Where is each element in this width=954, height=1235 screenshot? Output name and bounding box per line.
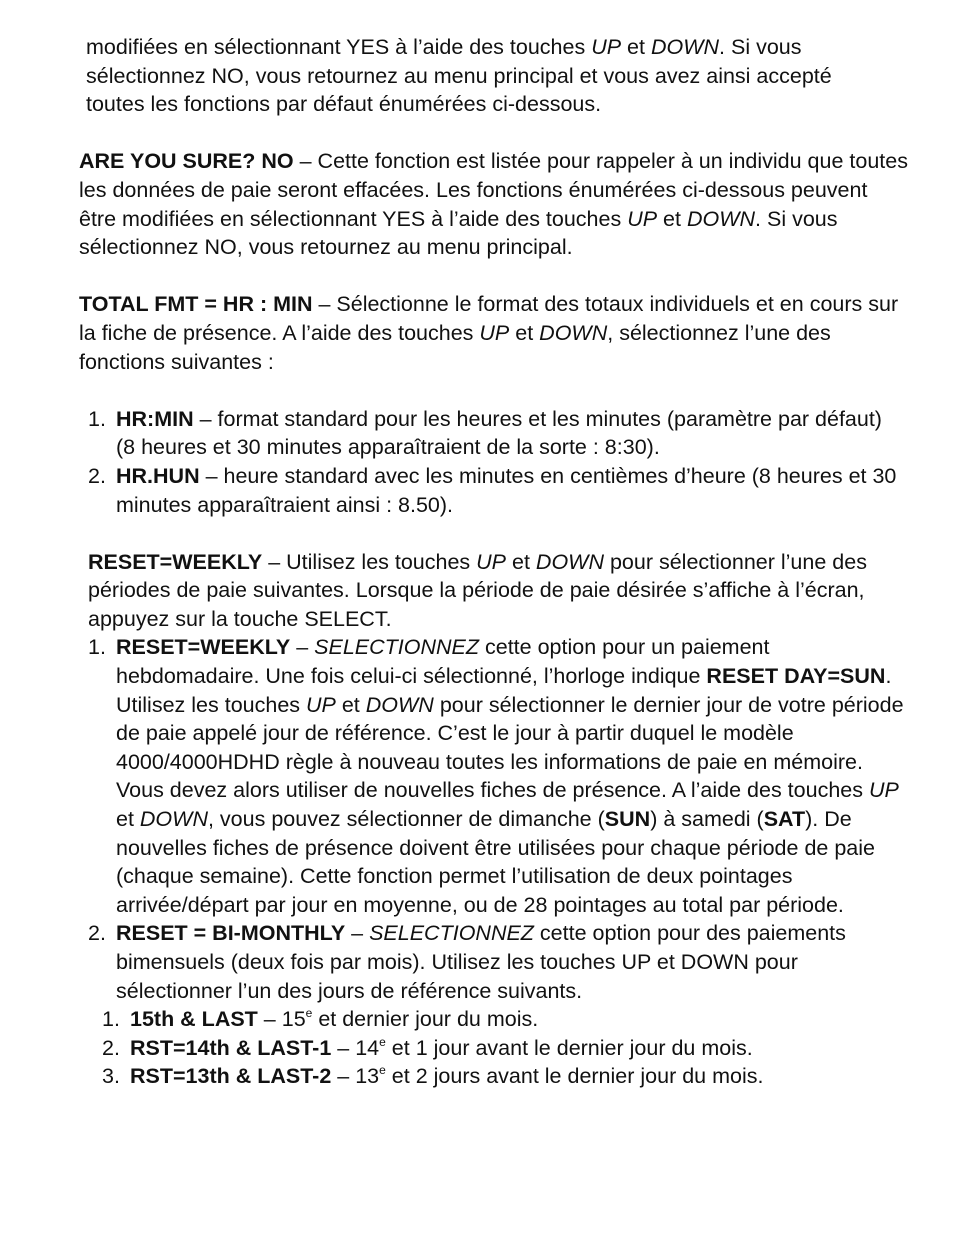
- option-text: et 2 jours avant le dernier jour du mois.: [385, 1064, 764, 1089]
- option-text: . Utilisez les touches: [116, 664, 892, 717]
- are-you-sure-heading: ARE YOU SURE? NO: [79, 149, 294, 174]
- option-text: – heure standard avec les minutes en centièmes d’heure (8 heures et 30 minutes apparaîtraient ainsi : 8.50).: [116, 463, 897, 517]
- list-number: 2.: [88, 921, 106, 946]
- option-label: RST=14th & LAST-1: [130, 1035, 332, 1060]
- conjunction: et: [621, 35, 651, 59]
- list-number: 1.: [88, 635, 106, 660]
- are-you-sure-text: – Cette fonction est listée pour rappeler à un individu que toutes les données de paie seront effacées. Les fonctions énumérées ci-dessous peuvent être modifiées en sélectionnant YES à l’aide des touches: [79, 149, 908, 231]
- list-number: 1.: [102, 1007, 120, 1032]
- reset-day-label: RESET DAY=SUN: [706, 664, 886, 689]
- list-item: [102, 1005, 910, 1034]
- option-text: cette option pour des paiements bimensuels (deux fois par mois). Utilisez les touches UP et DOWN pour sélectionner l’un des jours de référence suivants.: [116, 921, 846, 1003]
- down-key-label: DOWN: [139, 807, 208, 832]
- list-number: 3.: [102, 1064, 120, 1089]
- option-label: HR.HUN: [116, 463, 200, 488]
- ordinal-superscript: e: [379, 1034, 386, 1049]
- dash: –: [345, 921, 370, 946]
- list-item: [88, 633, 906, 919]
- option-text: – 15: [257, 1007, 306, 1032]
- are-you-sure-text: . Si vous sélectionnez NO, vous retournez au menu principal.: [79, 206, 838, 260]
- total-fmt-text: – Sélectionne le format des totaux individuels et en cours sur la fiche de présence. A l’aide des touches: [79, 292, 899, 345]
- option-label: RST=13th & LAST-2: [130, 1064, 332, 1089]
- document-page: [0, 33, 954, 1091]
- format-options-list: [88, 405, 906, 519]
- option-text: ) à samedi (: [650, 807, 764, 832]
- are-you-sure-paragraph: [79, 147, 909, 261]
- intro-text: . Si vous sélectionnez NO, vous retournez au menu principal et vous avez ainsi accepté toutes les fonctions par défaut énumérées ci-dessous.: [86, 35, 832, 117]
- option-text: – format standard pour les heures et les minutes (paramètre par défaut) (8 heures et 30 minutes apparaîtraient de la sorte : 8:30).: [116, 406, 882, 460]
- ordinal-superscript: e: [305, 1006, 313, 1021]
- list-number: 2.: [88, 463, 106, 488]
- option-text: – 14: [331, 1035, 380, 1060]
- option-label: 15th & LAST: [130, 1007, 258, 1032]
- option-label: RESET = BI-MONTHLY: [116, 921, 346, 946]
- reset-heading: RESET=WEEKLY: [88, 549, 263, 574]
- down-key-label: DOWN: [686, 206, 756, 231]
- total-fmt-heading: TOTAL FMT = HR : MIN: [79, 292, 313, 317]
- total-fmt-paragraph: [79, 290, 909, 376]
- down-key-label: DOWN: [650, 35, 720, 59]
- conjunction: et: [335, 692, 366, 717]
- dash: –: [290, 635, 315, 660]
- option-text: et dernier jour du mois.: [312, 1007, 539, 1032]
- intro-paragraph: [86, 33, 876, 119]
- list-number: 1.: [88, 406, 106, 431]
- list-item: [102, 1062, 910, 1091]
- conjunction: et: [506, 549, 536, 574]
- list-item: [88, 462, 906, 519]
- intro-text: modifiées en sélectionnant YES à l’aide des touches: [86, 35, 592, 59]
- option-label: HR:MIN: [116, 406, 194, 431]
- ordinal-superscript: e: [379, 1063, 386, 1078]
- up-key-label: UP: [479, 320, 510, 345]
- up-key-label: UP: [627, 206, 658, 231]
- total-fmt-text: , sélectionnez l’une des fonctions suivantes :: [79, 320, 831, 374]
- list-item: [88, 919, 906, 1005]
- conjunction: et: [116, 807, 140, 832]
- down-key-label: DOWN: [365, 692, 434, 717]
- option-text: pour sélectionner le dernier jour de votre période de paie appelé jour de référence. C’est le jour à partir duquel le modèle 4000/4000HDHD règle à nouveau toutes les informations de paie en mémoire. Vous devez alors utiliser de nouvelles fiches de présence. A l’aide des touches: [116, 692, 904, 803]
- option-text: ). De nouvelles fiches de présence doivent être utilisées pour chaque période de paie (chaque semaine). Cette fonction permet l’utilisation de deux pointages arrivée/départ par jour en moyenne, ou de 28 pointages au total par période.: [116, 807, 875, 917]
- option-text: – 13: [331, 1064, 380, 1089]
- up-key-label: UP: [306, 692, 336, 717]
- list-number: 2.: [102, 1035, 120, 1060]
- select-emphasis: SELECTIONNEZ: [314, 635, 480, 660]
- conjunction: et: [509, 320, 540, 345]
- sat-label: SAT: [763, 807, 806, 832]
- select-emphasis: SELECTIONNEZ: [369, 921, 534, 946]
- conjunction: et: [657, 206, 687, 231]
- option-text: cette option pour un paiement hebdomadaire. Une fois celui-ci sélectionné, l’horloge indique: [116, 635, 770, 689]
- up-key-label: UP: [476, 549, 507, 574]
- reset-text: – Utilisez les touches: [262, 549, 477, 574]
- option-text: et 1 jour avant le dernier jour du mois.: [385, 1035, 753, 1060]
- option-text: , vous pouvez sélectionner de dimanche (: [207, 807, 605, 832]
- list-item: [88, 405, 906, 462]
- option-label: RESET=WEEKLY: [116, 635, 291, 660]
- up-key-label: UP: [591, 35, 622, 59]
- bimonthly-options-list: [102, 1005, 910, 1091]
- down-key-label: DOWN: [539, 320, 608, 345]
- reset-options-list: [88, 633, 906, 1005]
- reset-text: pour sélectionner l’une des périodes de paie suivantes. Lorsque la période de paie désirée s’affiche à l’écran, appuyez sur la touche SELECT.: [88, 549, 867, 631]
- reset-paragraph: [88, 548, 908, 634]
- list-item: [102, 1034, 910, 1063]
- sun-label: SUN: [604, 807, 651, 832]
- down-key-label: DOWN: [535, 549, 604, 574]
- up-key-label: UP: [868, 778, 899, 803]
